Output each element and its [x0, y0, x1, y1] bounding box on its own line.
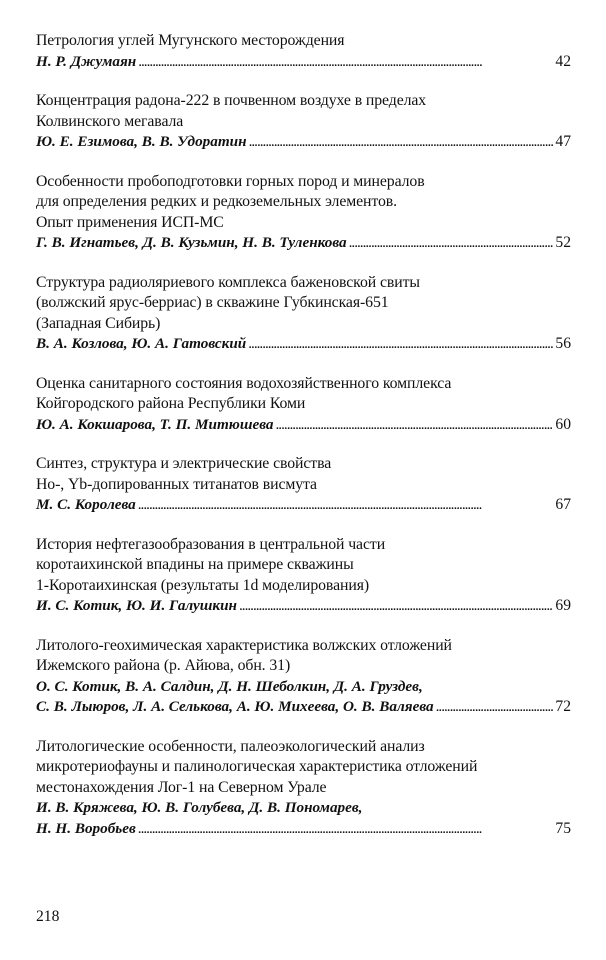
dot-leader [138, 495, 554, 516]
entry-authors: Н. Р. Джумаян [36, 52, 137, 70]
entry-author-line [36, 415, 571, 436]
toc-entry [36, 374, 571, 436]
toc-entry [36, 172, 571, 254]
entry-title: Синтез, структура и электрические свойства [36, 455, 332, 472]
entry-authors: И. С. Котик, Ю. И. Галушкин [36, 597, 237, 614]
entry-page-number: 56 [555, 335, 571, 352]
dot-leader [248, 334, 553, 355]
entry-authors: О. С. Котик, В. А. Салдин, Д. Н. Шеболкин, Д. А. Груздев, [36, 677, 423, 695]
toc-entry [36, 91, 571, 153]
dot-leader [138, 52, 553, 73]
entry-page-number: 47 [555, 133, 571, 150]
entry-title: История нефтегазообразования в центральной части [36, 535, 386, 553]
dot-leader [436, 697, 554, 718]
entry-authors: Н. Н. Воробьев [36, 819, 136, 837]
dot-leader [249, 132, 554, 153]
entry-page-number: 75 [555, 819, 571, 837]
entry-authors: Ю. А. Кокшарова, Т. П. Митюшева [36, 415, 274, 433]
entry-title: Литологические особенности, палеоэкологический анализ [36, 737, 425, 755]
entry-author-line [36, 132, 571, 153]
entry-author-line [36, 697, 571, 718]
entry-author-line [36, 495, 571, 516]
entry-title: Литолого-геохимическая характеристика волжских отложений [36, 636, 452, 654]
entry-page-number: 42 [555, 52, 571, 70]
entry-title: Опыт применения ИСП-МС [36, 213, 224, 231]
entry-title: микротериофауны и палинологическая характеристика отложений [36, 758, 478, 775]
entry-author-line [36, 596, 571, 617]
entry-authors: М. С. Королева [36, 496, 136, 513]
entry-authors: В. А. Козлова, Ю. А. Гатовский [36, 335, 247, 352]
entry-title: Особенности пробоподготовки горных пород и минералов [36, 172, 425, 190]
entry-title: Колвинского мегавала [36, 112, 184, 130]
entry-title: (волжский ярус-берриас) в скважине Губкинская-651 [36, 294, 389, 311]
page-footer-number: 218 [36, 908, 60, 925]
entry-title: коротаихинской впадины на примере скважины [36, 556, 354, 573]
toc-entry [36, 273, 571, 355]
entry-page-number: 72 [555, 698, 571, 715]
toc-entry [36, 454, 571, 516]
entry-title: Оценка санитарного состояния водохозяйственного комплекса [36, 374, 452, 392]
entry-title: для определения редких и редкоземельных элементов. [36, 193, 397, 210]
dot-leader [138, 819, 554, 840]
dot-leader [349, 233, 554, 254]
entry-title: Петрология углей Мугунского месторождения [36, 32, 345, 49]
table-of-contents [36, 31, 571, 858]
entry-author-line [36, 233, 571, 254]
entry-title: (Западная Сибирь) [36, 314, 161, 332]
entry-author-line [36, 52, 571, 73]
entry-page-number: 67 [555, 496, 571, 513]
dot-leader [276, 415, 554, 436]
entry-title: Койгородского района Республики Коми [36, 395, 306, 412]
toc-entry [36, 737, 571, 840]
entry-title: Ижемского района (р. Айюва, обн. 31) [36, 657, 291, 674]
entry-author-line [36, 334, 571, 355]
toc-entry [36, 636, 571, 718]
entry-title: Концентрация радона-222 в почвенном воздухе в пределах [36, 92, 427, 109]
entry-page-number: 52 [555, 234, 571, 251]
entry-title: местонахождения Лог-1 на Северном Урале [36, 778, 327, 796]
entry-authors: С. В. Лыюров, Л. А. Селькова, А. Ю. Михеева, О. В. Валяева [36, 698, 434, 715]
dot-leader [239, 596, 553, 617]
entry-page-number: 60 [555, 415, 571, 433]
entry-authors: Ю. Е. Езимова, В. В. Удоратин [36, 133, 247, 150]
entry-author-line [36, 819, 571, 840]
toc-entry [36, 535, 571, 617]
entry-authors: И. В. Кряжева, Ю. В. Голубева, Д. В. Пономарев, [36, 799, 363, 816]
entry-title: Но-, Yb-допированных титанатов висмута [36, 475, 317, 493]
entry-title: Структура радиоляриевого комплекса баженовской свиты [36, 273, 420, 291]
entry-authors: Г. В. Игнатьев, Д. В. Кузьмин, Н. В. Туленкова [36, 234, 347, 251]
entry-title: 1-Коротаихинская (результаты 1d моделирования) [36, 576, 370, 594]
toc-entry [36, 31, 571, 72]
entry-page-number: 69 [555, 597, 571, 614]
